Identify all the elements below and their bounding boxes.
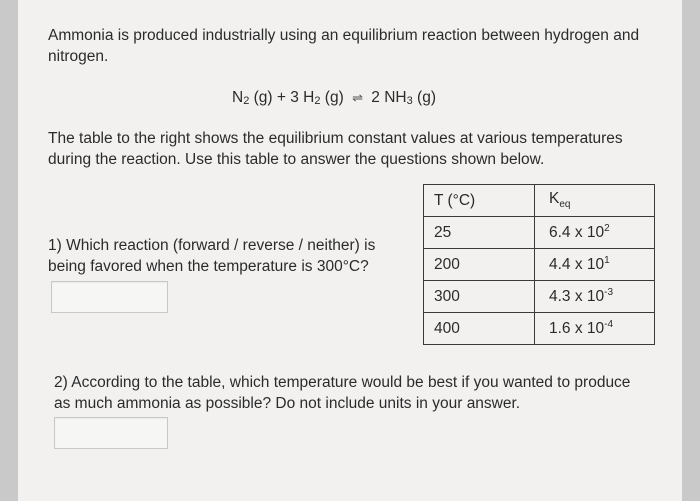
eq-reactant2-sub: 2 [314, 95, 321, 107]
question-2: 2) According to the table, which temperature would be best if you wanted to produce as much ammonia as possible? Do not include units in your answer. [54, 374, 631, 412]
keq-exponent: 1 [604, 255, 610, 266]
eq-product: 2 NH [371, 89, 407, 106]
chemical-equation [232, 89, 436, 107]
header-k-label: K [549, 190, 560, 208]
question-1: 1) Which reaction (forward / reverse / neither) is being favored when the temperature is 300°C? [48, 237, 376, 275]
keq-base: 1.6 x 10 [549, 320, 605, 337]
keq-cell [535, 217, 655, 249]
keq-base: 6.4 x 10 [549, 224, 605, 241]
keq-base: 4.3 x 10 [549, 288, 605, 305]
eq-product-state: (g) [412, 89, 436, 106]
keq-exponent: 2 [604, 223, 610, 234]
keq-exponent: -3 [604, 287, 614, 298]
eq-reactant1-sub: 2 [243, 95, 250, 107]
header-keq [535, 185, 655, 217]
temp-cell: 300 [424, 281, 535, 313]
temp-cell: 400 [424, 313, 535, 345]
keq-table [423, 184, 655, 345]
temp-cell: 25 [424, 217, 535, 249]
table-header-row [424, 185, 655, 217]
keq-base: 4.4 x 10 [549, 256, 605, 273]
header-k-sub: eq [559, 199, 571, 211]
eq-reactant1-state: (g) + 3 H [249, 89, 315, 106]
answer-1-input[interactable] [51, 281, 168, 313]
table-description: The table to the right shows the equilibrium constant values at various temperatures during the reaction. Use this table to answer the questions shown below. [48, 130, 623, 168]
table-row [424, 281, 655, 313]
table-row [424, 249, 655, 281]
table-row [424, 313, 655, 345]
eq-product-sub: 3 [406, 95, 413, 107]
eq-reactant2-state: (g) [320, 89, 344, 106]
eq-reactant1: N [232, 89, 244, 106]
question-page [18, 0, 682, 501]
header-temperature: T (°C) [424, 185, 535, 217]
equilibrium-arrow-icon: ⇌ [352, 90, 363, 105]
keq-cell [535, 249, 655, 281]
answer-2-input[interactable] [54, 417, 168, 449]
keq-cell [535, 281, 655, 313]
keq-cell [535, 313, 655, 345]
intro-text: Ammonia is produced industrially using an equilibrium reaction between hydrogen and nitrogen. [48, 27, 640, 65]
keq-exponent: -4 [604, 319, 614, 330]
temp-cell: 200 [424, 249, 535, 281]
table-row [424, 217, 655, 249]
